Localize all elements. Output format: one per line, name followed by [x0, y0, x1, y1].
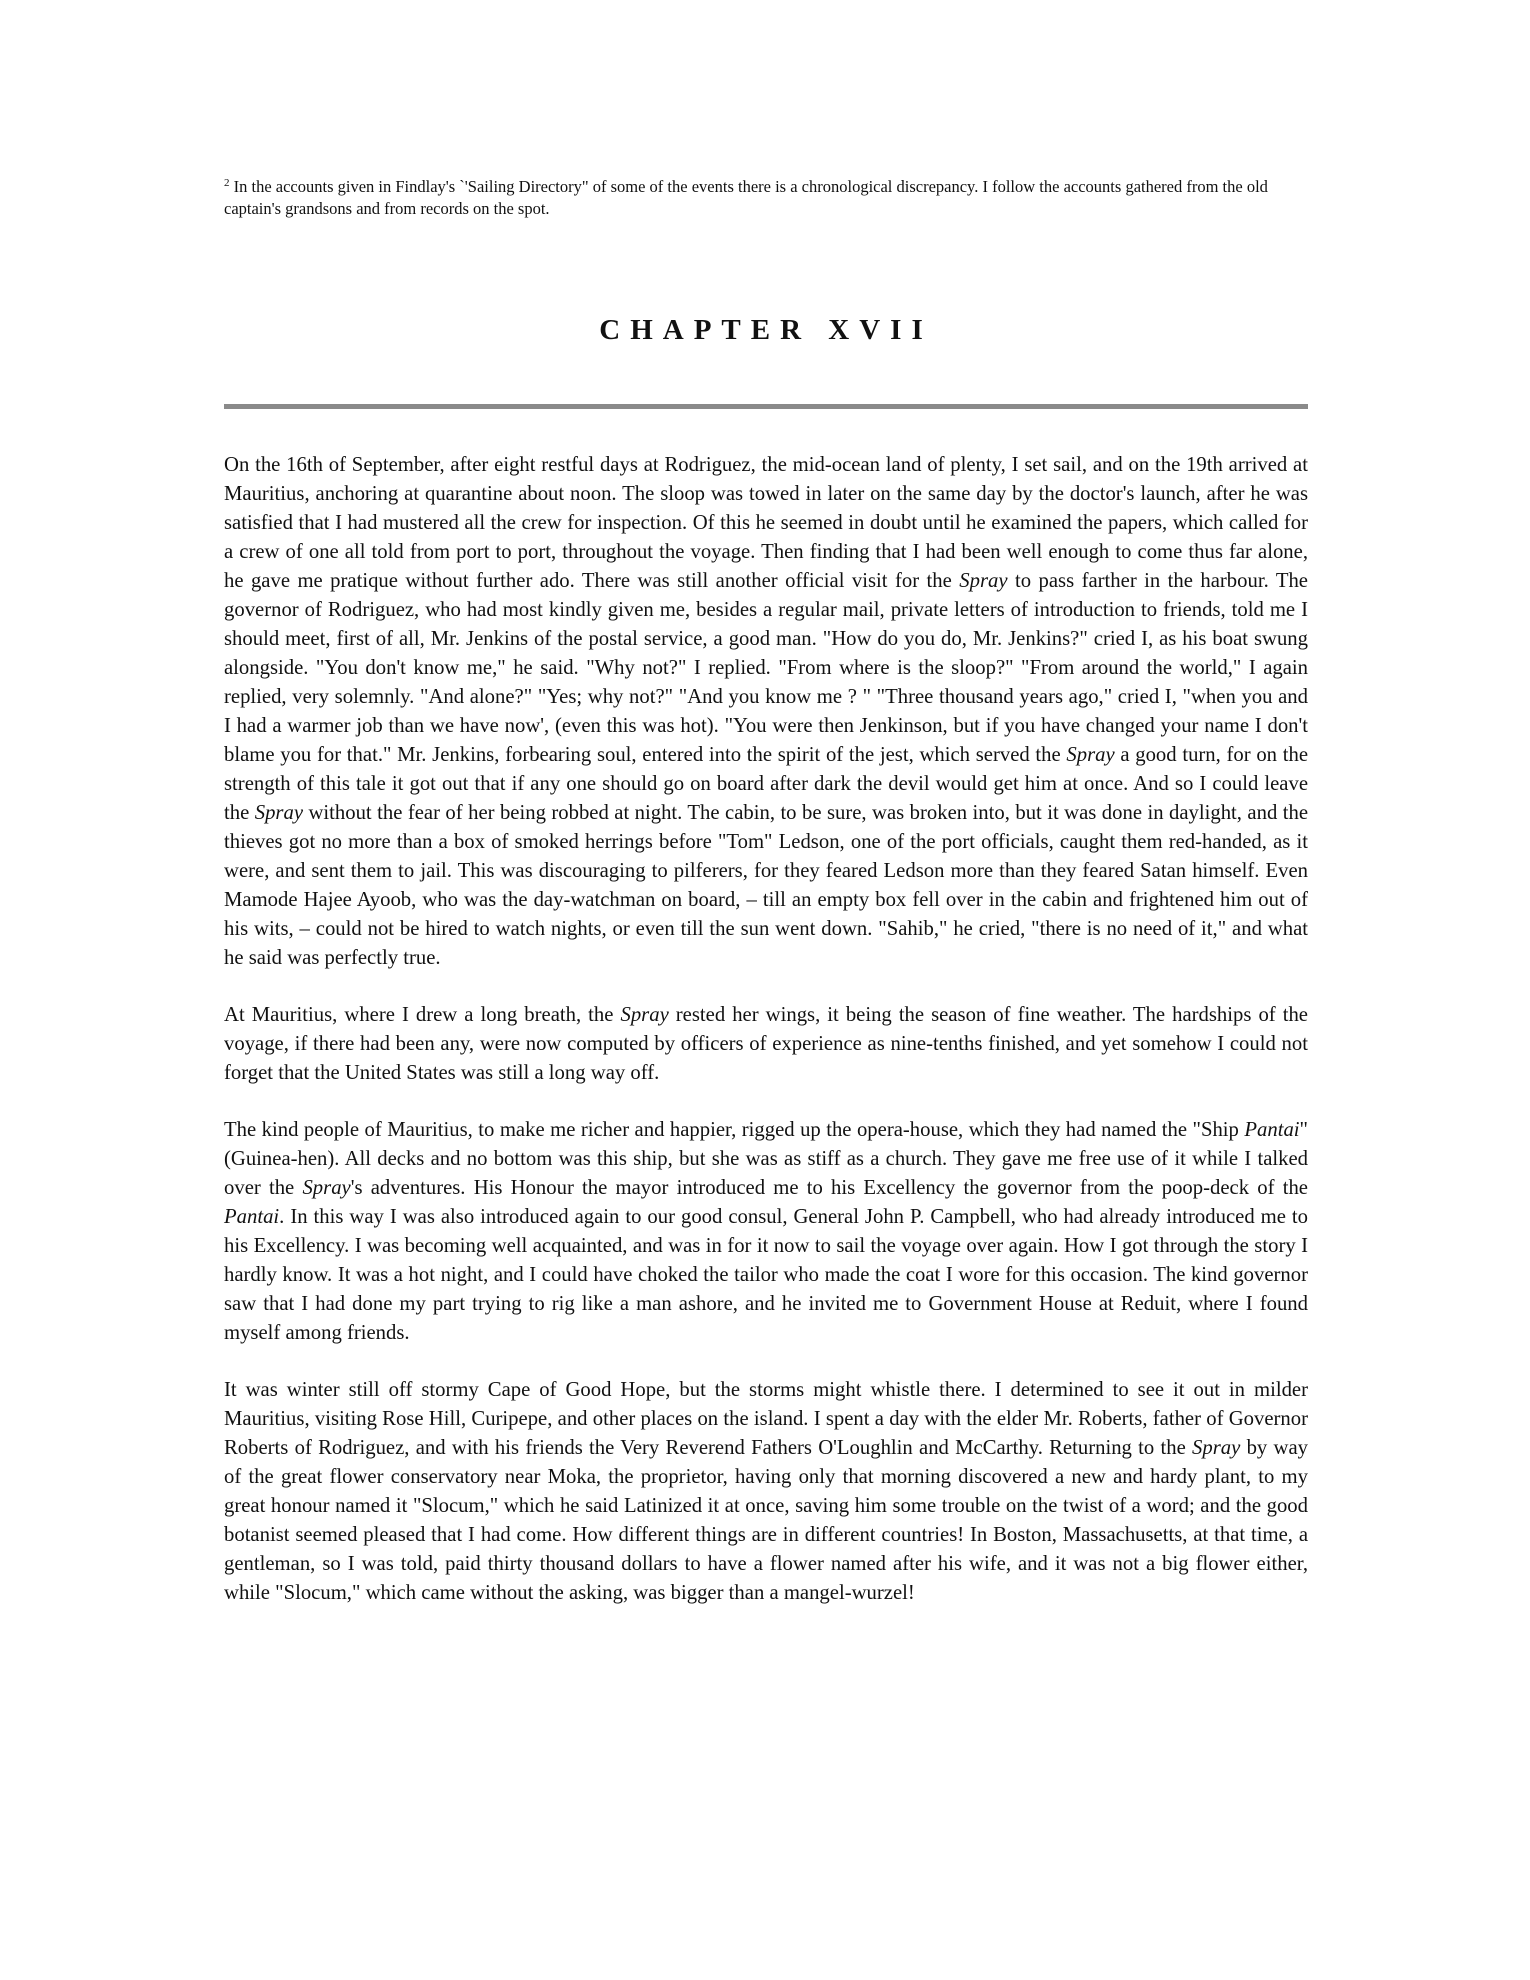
italic-text-run: Spray	[1192, 1437, 1241, 1459]
footnote	[224, 176, 1308, 220]
text-run: At Mauritius, where I drew a long breath, the	[224, 1004, 621, 1026]
text-run: rested her wings, it being the season of fine weather. The hardships of the voyage, if there had been any, were now computed by officers of experience as nine-tenths finished, and yet somehow I could not forget that the United States was still a long way off.	[224, 1004, 1308, 1084]
paragraph	[224, 451, 1308, 973]
chapter-title: CHAPTER XVII	[599, 314, 933, 346]
paragraph	[224, 1376, 1308, 1608]
horizontal-rule	[224, 404, 1308, 409]
italic-text-run: Pantai	[224, 1206, 280, 1228]
italic-text-run: Spray	[959, 570, 1008, 592]
text-run: by way of the great flower conservatory near Moka, the proprietor, having only that morning discovered a new and hardy plant, to my great honour named it "Slocum," which he said Latinized it at once, saving him some trouble on the twist of a word; and the good botanist seemed pleased that I had come. How different things are in different countries! In Boston, Massachusetts, at that time, a gentleman, so I was told, paid thirty thousand dollars to have a flower named after his wife, and it was not a big flower either, while "Slocum," which came without the asking, was bigger than a mangel-wurzel!	[224, 1437, 1309, 1604]
italic-text-run: Pantai	[1244, 1119, 1300, 1141]
text-run: The kind people of Mauritius, to make me richer and happier, rigged up the opera-house, which they had named the "Ship	[224, 1119, 1245, 1141]
italic-text-run: Spray	[302, 1177, 351, 1199]
footnote-text: In the accounts given in Findlay's `'Sailing Directory" of some of the events there is a chronological discrepancy. I follow the accounts gathered from the old captain's grandsons and from records on the spot.	[224, 177, 1268, 218]
text-run: It was winter still off stormy Cape of Good Hope, but the storms might whistle there. I determined to see it out in milder Mauritius, visiting Rose Hill, Curipepe, and other places on the island. I spent a day with the elder Mr. Roberts, father of Governor Roberts of Rodriguez, and with his friends the Very Reverend Fathers O'Loughlin and McCarthy. Returning to the	[224, 1379, 1308, 1459]
text-run: without the fear of her being robbed at night. The cabin, to be sure, was broken into, but it was done in daylight, and the thieves got no more than a box of smoked herrings before "Tom" Ledson, one of the port officials, caught them red-handed, as it were, and sent them to jail. This was discouraging to pilferers, for they feared Ledson more than they feared Satan himself. Even Mamode Hajee Ayoob, who was the day-watchman on board, – till an empty box fell over in the cabin and frightened him out of his wits, – could not be hired to watch nights, or even till the sun went down. "Sahib," he cried, "there is no need of it," and what he said was perfectly true.	[224, 802, 1309, 969]
text-run: a good turn, for on the strength of this tale it got out that if any one should go on board after dark the devil would get him at once. And so I could leave the	[224, 744, 1308, 824]
italic-text-run: Spray	[1066, 744, 1115, 766]
body-text	[224, 451, 1308, 1636]
text-run: to pass farther in the harbour. The governor of Rodriguez, who had most kindly given me, besides a regular mail, private letters of introduction to friends, told me I should meet, first of all, Mr. Jenkins of the postal service, a good man. "How do you do, Mr. Jenkins?" cried I, as his boat swung alongside. "You don't know me," he said. "Why not?" I replied. "From where is the sloop?" "From around the world," I again replied, very solemnly. "And alone?" "Yes; why not?" "And you know me ? " "Three thousand years ago," cried I, "when you and I had a warmer job than we have now', (even this was hot). "You were then Jenkinson, but if you have changed your name I don't blame you for that." Mr. Jenkins, forbearing soul, entered into the spirit of the jest, which served the	[224, 570, 1308, 766]
italic-text-run: Spray	[254, 802, 303, 824]
italic-text-run: Spray	[620, 1004, 669, 1026]
text-run: 's adventures. His Honour the mayor introduced me to his Excellency the governor from the poop-deck of the	[350, 1177, 1308, 1199]
text-run: . In this way I was also introduced again to our good consul, General John P. Campbell, who had already introduced me to his Excellency. I was becoming well acquainted, and was in for it now to sail the voyage over again. How I got through the story I hardly know. It was a hot night, and I could have choked the tailor who made the coat I wore for this occasion. The kind governor saw that I had done my part trying to rig like a man ashore, and he invited me to Government House at Reduit, where I found myself among friends.	[224, 1206, 1308, 1344]
footnote-marker: 2	[224, 177, 230, 189]
text-run: On the 16th of September, after eight restful days at Rodriguez, the mid-ocean land of plenty, I set sail, and on the 19th arrived at Mauritius, anchoring at quarantine about noon. The sloop was towed in later on the same day by the doctor's launch, after he was satisfied that I had mustered all the crew for inspection. Of this he seemed in doubt until he examined the papers, which called for a crew of one all told from port to port, throughout the voyage. Then finding that I had been well enough to come thus far alone, he gave me pratique without further ado. There was still another official visit for the	[224, 454, 1308, 592]
text-run: " (Guinea-hen). All decks and no bottom was this ship, but she was as stiff as a church. They gave me free use of it while I talked over the	[224, 1119, 1308, 1199]
paragraph	[224, 1116, 1308, 1348]
paragraph	[224, 1001, 1308, 1088]
